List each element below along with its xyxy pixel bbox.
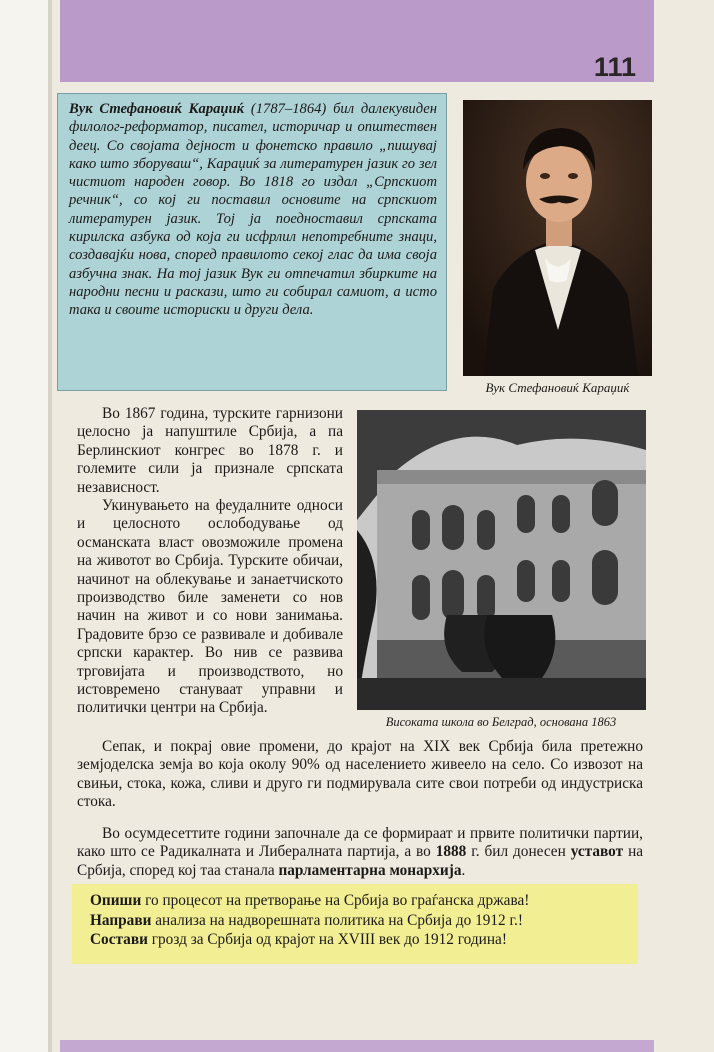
paragraph-independence: Во 1867 година, турските гарнизони целосно ја напуштиле Србија, а па Берлинскиот конгрес во 1878 г. и големите сили ја признале српската независност. (77, 405, 343, 496)
building-photo (357, 410, 646, 710)
task-item (90, 891, 628, 911)
task-verb: Направи (90, 911, 152, 929)
p4-term-monarchy: парламентарна монархија (278, 861, 462, 879)
header-band (60, 0, 654, 82)
task-item (90, 911, 628, 931)
p4-text-c: на Србија, според кој таа станала (77, 843, 644, 879)
p4-text-b: г. бил донесен (471, 843, 566, 861)
p4-year: 1888 (435, 843, 467, 861)
p4-term-constitution: уставот (570, 843, 624, 861)
bio-name: Вук Стефановиќ Караџиќ (69, 101, 245, 117)
biography-box (57, 93, 447, 391)
task-text: анализа на надворешната политика на Србија до 1912 г.! (151, 911, 523, 929)
task-text: грозд за Србија од крајот на XVIII век до 1912 година! (147, 931, 507, 948)
task-text: го процесот на претворање на Србија во граѓанска држава! (141, 892, 530, 909)
page-margin (0, 0, 48, 1052)
task-box (72, 884, 638, 964)
page-binding-edge (48, 0, 52, 1052)
paragraph-political-parties (77, 825, 643, 880)
task-verb: Опиши (90, 892, 142, 909)
portrait-illustration (463, 100, 652, 376)
building-illustration (357, 410, 646, 710)
bio-text: (1787–1864) бил далекувиден филолог-реформатор, писател, историчар и општествен деец. Со својата дејност и фонетско правило „пишувај како што зборуваш“, Караџиќ за литературен јазик го зел чистиот народен говор. Во 1818 го издал „Српскиот речник“, со кој ги поставил основите на српскиот литературен јазик. Тој ја поедноставил српската кирилска азбука од која ги исфрлил непотребните знаци, создавајќи нова, според правилото секој глас да има своја азбучна знак. На тој јазик Вук ги отпечатил збирките на народни песни и раскази, што ги собирал самиот, а исто така и своите историски и други дела. (69, 101, 437, 319)
task-item (90, 930, 628, 950)
footer-band (60, 1040, 654, 1052)
paragraph-agriculture: Сепак, и покрај овие промени, до крајот на XIX век Србија била претежно земјоделска земја во која околу 90% од населението живеело на село. Со извозот на свињи, стока, кожа, сливи и друго ги подмирувала сите свои потреби од индустриска стока. (77, 738, 643, 811)
paragraph-modernization: Укинувањето на феудалните односи и целосното ослободување од османската власт овозможиле промена на животот во Србија. Турските обичаи, начинот на облекување и занаетчиското производство биле заменети со нов начин на живот и со нови занимања. Градовите брзо се развивале и добивале српски карактер. Во нив се развива трговијата и производството, но истовремено стануваат управни и политички центри на Србија. (77, 497, 343, 717)
p4-text-a: Во осумдесеттите години започнале да се формираат и првите политички партии, како што се Радикалната и Либералната партија, а во (77, 825, 643, 861)
page-number: 111 (593, 52, 636, 82)
building-caption: Високата школа во Белград, основана 1863 (385, 715, 617, 729)
portrait-caption: Вук Стефановиќ Караџиќ (485, 380, 630, 395)
task-verb: Состави (90, 931, 148, 948)
portrait-image (463, 100, 652, 376)
p4-end: . (461, 861, 466, 879)
